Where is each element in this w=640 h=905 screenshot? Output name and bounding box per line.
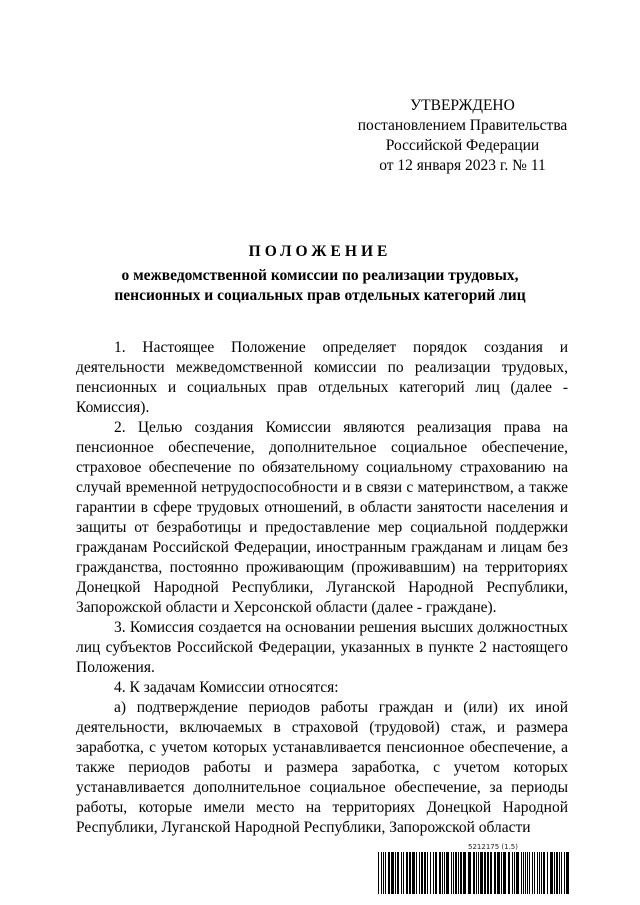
approval-heading: УТВЕРЖДЕНО: [410, 97, 515, 114]
approval-line-1: постановлением Правительства: [357, 117, 568, 134]
paragraph-3: 3. Комиссия создается на основании решения высших должностных лиц субъектов Российской Федерации, указанных в пункте 2 настоящего Положения.: [76, 619, 568, 676]
paragraph-1: 1. Настоящее Положение определяет порядок создания и деятельности межведомственной комиссии по реализации трудовых, пенсионных и социальных прав отдельных категорий лиц (далее - Комиссия).: [76, 339, 568, 416]
barcode-number: 5212175 (1.5): [468, 843, 518, 851]
document-body: [76, 338, 568, 838]
barcode: [378, 852, 570, 894]
paragraph-2: 2. Целью создания Комиссии являются реализация права на пенсионное обеспечение, дополнительное социальное обеспечение, страховое обеспечение по обязательному социальному страхованию на случай временной нетрудоспособности и в связи с материнством, а также гарантии в сфере трудовых отношений, в области занятости населения и защиты от безработицы и предоставление мер социальной поддержки гражданам Российской Федерации, иностранным гражданам и лицам без гражданства, постоянно проживающим (проживавшим) на территориях Донецкой Народной Республики, Луганской Народной Республики, Запорожской области и Херсонской области (далее - граждане).: [76, 419, 568, 616]
paragraph-4a: а) подтверждение периодов работы граждан и (или) их иной деятельности, включаемых в страховой (трудовой) стаж, и размера заработка, с учетом которых устанавливается пенсионное обеспечение, а также периодов работы и размера заработка, с учетом которых устанавливается дополнительное социальное обеспечение, за периоды работы, которые имели место на территориях Донецкой Народной Республики, Луганской Народной Республики, Запорожской области: [76, 699, 568, 836]
approval-line-3: от 12 января 2023 г. № 11: [379, 157, 546, 174]
barcode-block: [378, 843, 570, 897]
document-title: ПОЛОЖЕНИЕ: [248, 243, 392, 260]
subtitle-line-2: пенсионных и социальных прав отдельных категорий лиц: [114, 287, 526, 304]
approval-line-2: Российской Федерации: [385, 137, 540, 154]
subtitle-line-1: о межведомственной комиссии по реализации трудовых,: [121, 267, 519, 284]
approval-stamp: [350, 96, 575, 176]
document-subtitle: [70, 266, 570, 306]
paragraph-4: 4. К задачам Комиссии относятся:: [114, 679, 339, 696]
